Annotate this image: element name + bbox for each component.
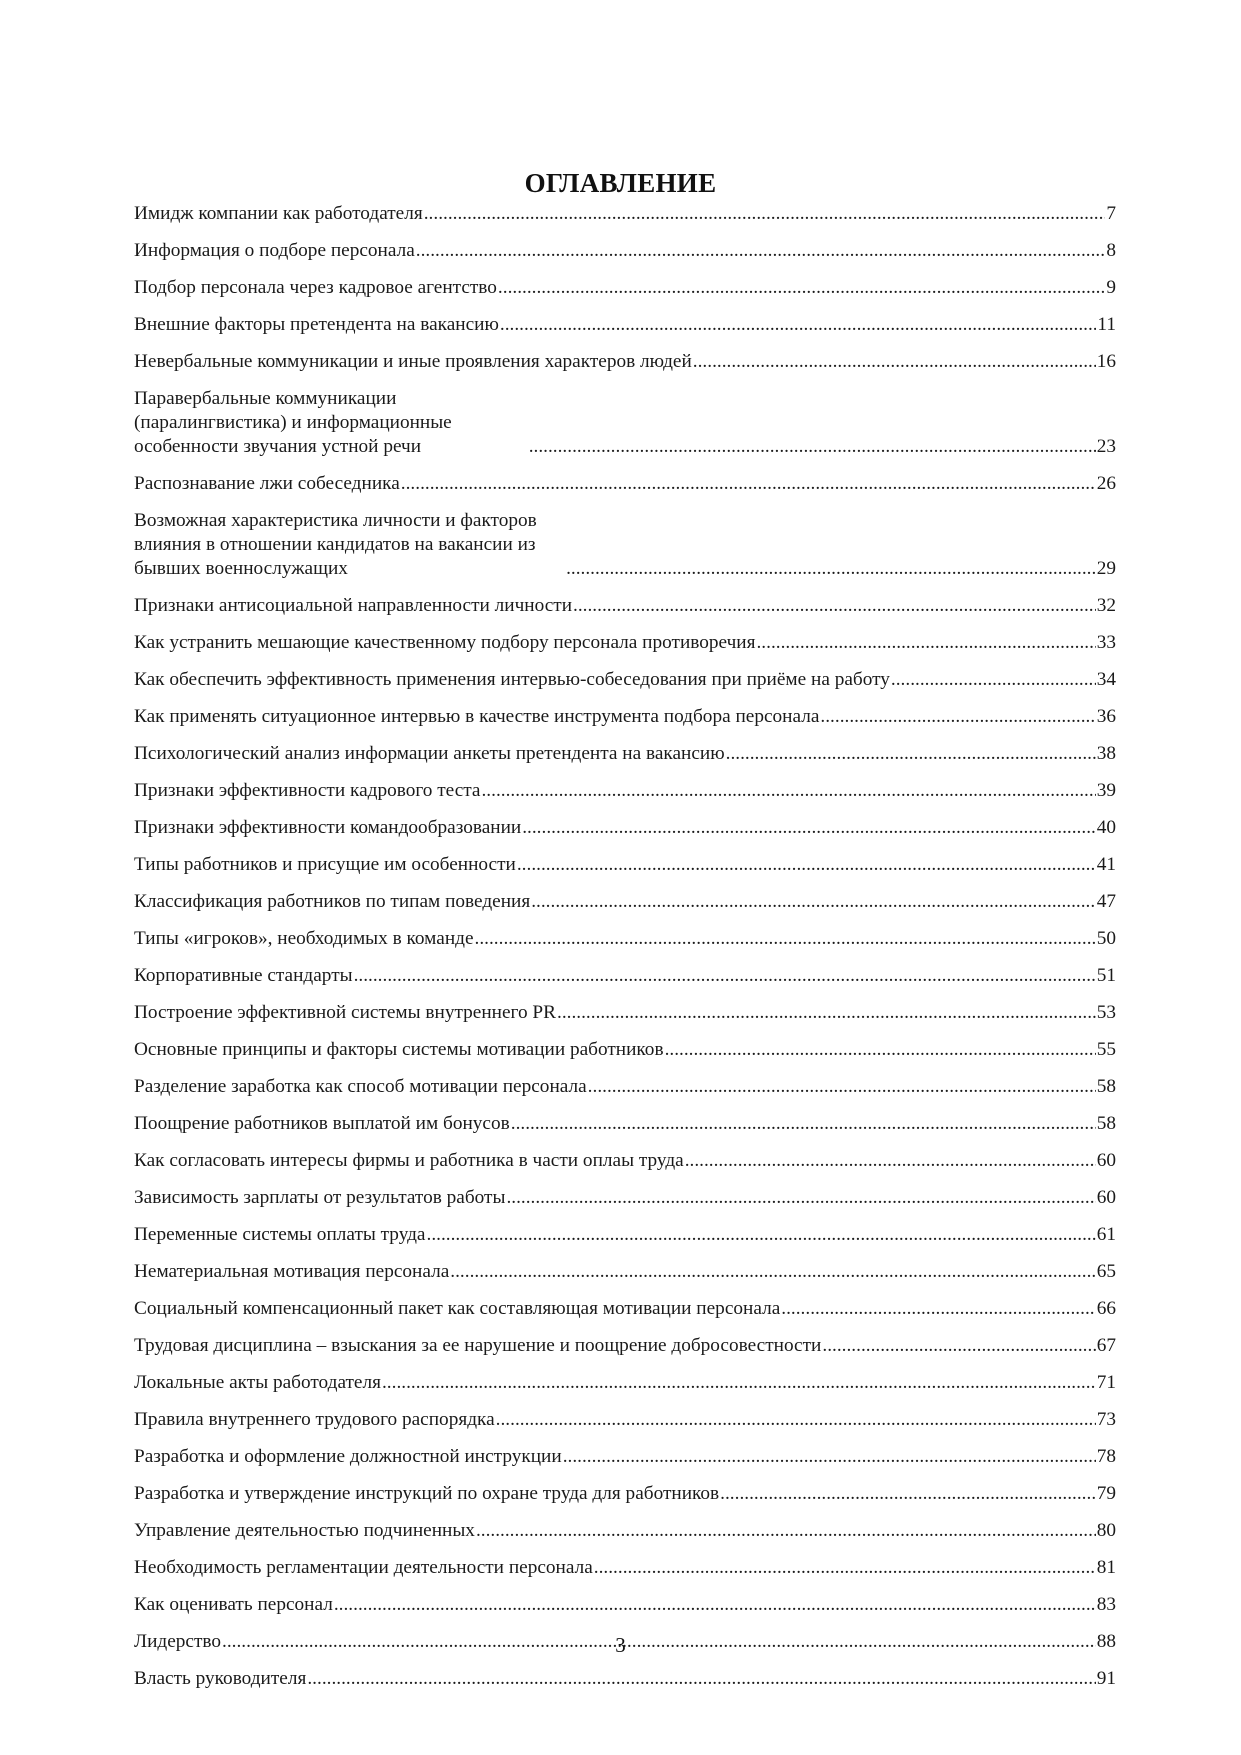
toc-entry[interactable] (134, 1075, 1116, 1099)
toc-leader-dots (531, 890, 1096, 914)
toc-entry-page: 73 (1096, 1409, 1116, 1430)
toc-entry-label: Паравербальные коммуникации (паралингвистика) и информационные особенности звучания устной речи (134, 388, 452, 457)
toc-entry-page: 81 (1096, 1557, 1116, 1578)
toc-entry[interactable] (134, 1371, 1116, 1395)
table-of-contents (134, 202, 1116, 1704)
toc-entry-page: 47 (1096, 891, 1116, 912)
toc-entry-label: Признаки эффективности командообразовании (134, 817, 522, 838)
toc-entry-label: Разработка и утверждение инструкций по охране труда для работников (134, 1483, 720, 1504)
toc-entry-page: 78 (1096, 1446, 1116, 1467)
toc-entry[interactable] (134, 594, 1116, 618)
toc-entry-page: 67 (1096, 1335, 1116, 1356)
toc-leader-dots (822, 1334, 1095, 1358)
toc-entry[interactable] (134, 1260, 1116, 1284)
toc-leader-dots (693, 350, 1096, 374)
toc-entry[interactable] (134, 202, 1116, 226)
toc-entry-page: 51 (1096, 965, 1116, 986)
toc-entry-page: 58 (1096, 1076, 1116, 1097)
toc-leader-dots (307, 1667, 1095, 1691)
toc-leader-dots (820, 705, 1095, 729)
toc-entry-label: Управление деятельностью подчиненных (134, 1520, 475, 1541)
toc-entry-page: 36 (1096, 706, 1116, 727)
toc-entry[interactable] (134, 239, 1116, 263)
toc-entry[interactable] (134, 816, 1116, 840)
toc-entry-page: 39 (1096, 780, 1116, 801)
toc-entry[interactable] (134, 276, 1116, 300)
toc-entry-page: 83 (1096, 1594, 1116, 1615)
toc-leader-dots (496, 1408, 1096, 1432)
toc-entry[interactable] (134, 890, 1116, 914)
toc-leader-dots (781, 1297, 1095, 1321)
toc-entry[interactable] (134, 350, 1116, 374)
toc-leader-dots (756, 631, 1095, 655)
toc-entry-label: Построение эффективной системы внутреннего PR (134, 1002, 556, 1023)
toc-leader-dots (563, 1445, 1096, 1469)
toc-entry[interactable] (134, 927, 1116, 951)
toc-entry[interactable] (134, 1482, 1116, 1506)
toc-leader-dots (665, 1038, 1096, 1062)
toc-entry-label: Классификация работников по типам поведения (134, 891, 531, 912)
toc-entry-label: Психологический анализ информации анкеты претендента на вакансию (134, 743, 725, 764)
toc-leader-dots (424, 202, 1106, 226)
toc-entry-page: 66 (1096, 1298, 1116, 1319)
toc-entry[interactable] (134, 1334, 1116, 1358)
toc-entry[interactable] (134, 472, 1116, 496)
toc-leader-dots (522, 816, 1096, 840)
toc-entry-label: Зависимость зарплаты от результатов работы (134, 1187, 506, 1208)
toc-leader-dots (726, 742, 1096, 766)
toc-entry-label: Распознавание лжи собеседника (134, 473, 400, 494)
toc-entry[interactable] (134, 1519, 1116, 1543)
toc-entry-label: Разделение заработка как способ мотивации персонала (134, 1076, 587, 1097)
toc-entry[interactable] (134, 509, 1116, 581)
toc-entry-page: 50 (1096, 928, 1116, 949)
toc-leader-dots (573, 594, 1096, 618)
toc-leader-dots (891, 668, 1096, 692)
toc-entry-page: 7 (1106, 203, 1116, 224)
toc-entry-page: 23 (1096, 436, 1116, 457)
toc-entry-label: Поощрение работников выплатой им бонусов (134, 1113, 510, 1134)
toc-leader-dots (354, 964, 1096, 988)
toc-entry-page: 55 (1096, 1039, 1116, 1060)
toc-title: ОГЛАВЛЕНИЕ (524, 168, 717, 198)
toc-entry[interactable] (134, 1112, 1116, 1136)
toc-entry-label: Информация о подборе персонала (134, 240, 415, 261)
toc-entry[interactable] (134, 1408, 1116, 1432)
toc-entry[interactable] (134, 631, 1116, 655)
toc-entry[interactable] (134, 1038, 1116, 1062)
toc-entry[interactable] (134, 779, 1116, 803)
toc-entry-page: 38 (1096, 743, 1116, 764)
toc-leader-dots (481, 779, 1095, 803)
toc-leader-dots (382, 1371, 1096, 1395)
toc-entry[interactable] (134, 705, 1116, 729)
toc-entry-label: Лидерство (134, 1631, 222, 1652)
toc-leader-dots (427, 1223, 1096, 1247)
toc-entry-label: Подбор персонала через кадровое агентство (134, 277, 497, 298)
toc-entry-page: 34 (1096, 669, 1116, 690)
toc-entry[interactable] (134, 313, 1116, 337)
toc-entry[interactable] (134, 742, 1116, 766)
toc-leader-dots (517, 853, 1096, 877)
toc-entry-page: 71 (1096, 1372, 1116, 1393)
toc-entry[interactable] (134, 1186, 1116, 1210)
toc-leader-dots (498, 276, 1105, 300)
toc-leader-dots (500, 313, 1097, 337)
toc-entry-label: Как применять ситуационное интервью в качестве инструмента подбора персонала (134, 706, 820, 727)
toc-entry-label: Внешние факторы претендента на вакансию (134, 314, 499, 335)
toc-entry[interactable] (134, 1223, 1116, 1247)
toc-entry-label: Как согласовать интересы фирмы и работника в части оплаы труда (134, 1150, 684, 1171)
toc-leader-dots (557, 1001, 1096, 1025)
toc-entry-label: Возможная характеристика личности и факторов влияния в отношении кандидатов на вакансии из бывших военнослужащих (134, 510, 537, 579)
toc-entry-label: Трудовая дисциплина – взыскания за ее нарушение и поощрение добросовестности (134, 1335, 822, 1356)
toc-entry[interactable] (134, 853, 1116, 877)
toc-entry-label: Основные принципы и факторы системы мотивации работников (134, 1039, 664, 1060)
toc-entry[interactable] (134, 1001, 1116, 1025)
toc-leader-dots (475, 927, 1096, 951)
toc-entry-page: 40 (1096, 817, 1116, 838)
toc-entry-label: Власть руководителя (134, 1668, 307, 1689)
toc-entry-label: Как обеспечить эффективность применения интервью-собеседования при приёме на работу (134, 669, 890, 690)
toc-entry-label: Типы работников и присущие им особенности (134, 854, 516, 875)
toc-entry-page: 60 (1096, 1187, 1116, 1208)
toc-entry-page: 33 (1096, 632, 1116, 653)
toc-entry[interactable] (134, 1149, 1116, 1173)
toc-entry[interactable] (134, 1556, 1116, 1580)
toc-entry-label: Имидж компании как работодателя (134, 203, 423, 224)
toc-entry[interactable] (134, 1667, 1116, 1691)
toc-entry-label: Корпоративные стандарты (134, 965, 353, 986)
toc-entry[interactable] (134, 668, 1116, 692)
toc-entry-label: Признаки эффективности кадрового теста (134, 780, 481, 801)
toc-entry-page: 11 (1097, 314, 1116, 335)
toc-entry[interactable] (134, 387, 1116, 459)
toc-entry[interactable] (134, 964, 1116, 988)
toc-entry-page: 9 (1106, 277, 1116, 298)
toc-entry-page: 26 (1096, 473, 1116, 494)
toc-leader-dots (401, 472, 1096, 496)
toc-entry-label: Правила внутреннего трудового распорядка (134, 1409, 495, 1430)
toc-entry-page: 80 (1096, 1520, 1116, 1541)
toc-entry-label: Локальные акты работодателя (134, 1372, 381, 1393)
toc-entry-label: Социальный компенсационный пакет как составляющая мотивации персонала (134, 1298, 781, 1319)
toc-entry[interactable] (134, 1297, 1116, 1321)
toc-entry-label: Невербальные коммуникации и иные проявления характеров людей (134, 351, 692, 372)
toc-entry-page: 79 (1096, 1483, 1116, 1504)
toc-leader-dots (594, 1556, 1096, 1580)
toc-entry-page: 61 (1096, 1224, 1116, 1245)
toc-entry-label: Признаки антисоциальной направленности личности (134, 595, 573, 616)
toc-entry-page: 65 (1096, 1261, 1116, 1282)
toc-entry-label: Как устранить мешающие качественному подбору персонала противоречия (134, 632, 756, 653)
page-number: 3 (615, 1633, 626, 1657)
toc-entry-page: 58 (1096, 1113, 1116, 1134)
toc-leader-dots (334, 1593, 1096, 1617)
toc-entry-page: 32 (1096, 595, 1116, 616)
toc-entry-page: 88 (1096, 1631, 1116, 1652)
toc-leader-dots (720, 1482, 1096, 1506)
toc-entry-page: 91 (1096, 1668, 1116, 1689)
toc-leader-dots (566, 557, 1096, 581)
toc-leader-dots (588, 1075, 1096, 1099)
toc-entry-page: 53 (1096, 1002, 1116, 1023)
toc-leader-dots (450, 1260, 1095, 1284)
toc-entry-page: 29 (1096, 558, 1116, 579)
toc-entry-page: 41 (1096, 854, 1116, 875)
toc-entry-label: Разработка и оформление должностной инструкции (134, 1446, 562, 1467)
toc-leader-dots (511, 1112, 1096, 1136)
toc-entry-label: Необходимость регламентации деятельности персонала (134, 1557, 593, 1578)
toc-entry-label: Как оценивать персонал (134, 1594, 333, 1615)
toc-entry-label: Нематериальная мотивация персонала (134, 1261, 450, 1282)
toc-leader-dots (416, 239, 1106, 263)
toc-entry-page: 16 (1096, 351, 1116, 372)
toc-entry-label: Переменные системы оплаты труда (134, 1224, 426, 1245)
toc-leader-dots (476, 1519, 1096, 1543)
toc-entry-page: 60 (1096, 1150, 1116, 1171)
toc-entry-page: 8 (1106, 240, 1116, 261)
toc-leader-dots (529, 435, 1096, 459)
toc-entry[interactable] (134, 1593, 1116, 1617)
toc-entry[interactable] (134, 1445, 1116, 1469)
toc-entry-label: Типы «игроков», необходимых в команде (134, 928, 474, 949)
toc-leader-dots (506, 1186, 1095, 1210)
toc-leader-dots (685, 1149, 1096, 1173)
